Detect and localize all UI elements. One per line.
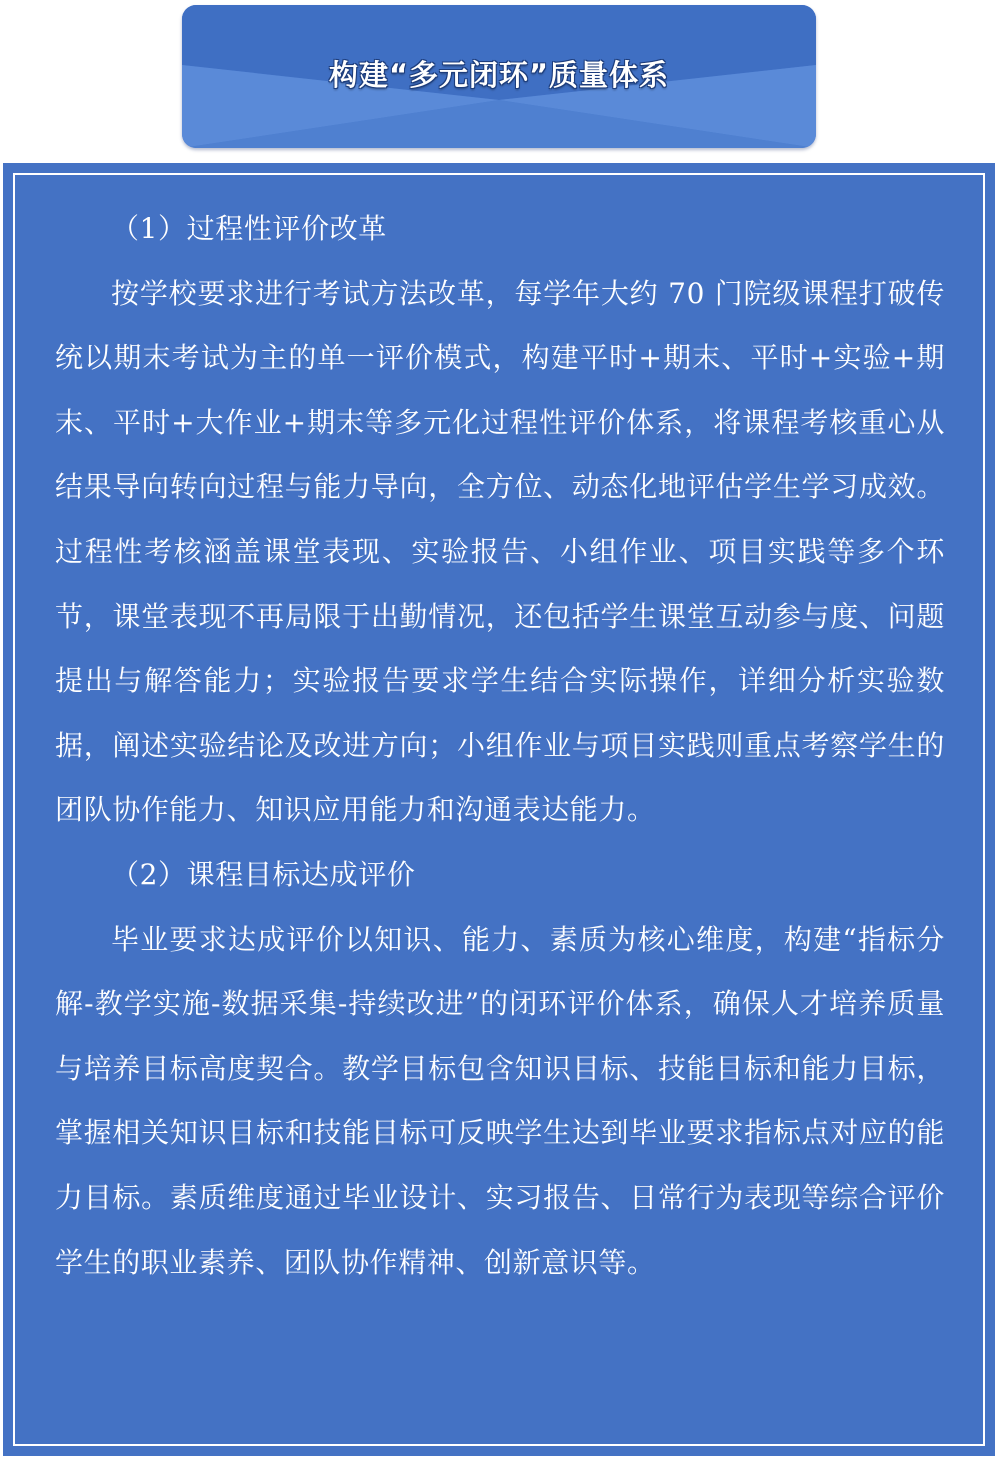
section-1-heading: （1）过程性评价改革 <box>111 212 387 245</box>
section-1-paragraph: 按学校要求进行考试方法改革，每学年大约 70 门院级课程打破传统以期末考试为主的单一评价模式，构建平时+期末、平时+实验+期末、平时+大作业+期末等多元化过程性评价体系，将课程考核重心从结果导向转向过程与能力导向，全方位、动态化地评估学生学习成效。过程性考核涵盖课堂表现、实验报告、小组作业、项目实践等多个环节，课堂表现不再局限于出勤情况，还包括学生课堂互动参与度、问题提出与解答能力；实验报告要求学生结合实际操作，详细分析实验数据，阐述实验结论及改进方向；小组作业与项目实践则重点考察学生的团队协作能力、知识应用能力和沟通表达能力。 <box>55 276 945 827</box>
article-body <box>55 197 945 1295</box>
section-2-heading: （2）课程目标达成评价 <box>111 857 416 891</box>
page-title: 构建“多元闭环”质量体系 <box>328 58 670 92</box>
section-2-paragraph: 毕业要求达成评价以知识、能力、素质为核心维度，构建“指标分解-教学实施-数据采集-持续改进”的闭环评价体系，确保人才培养质量与培养目标高度契合。教学目标包含知识目标、技能目标和能力目标，掌握相关知识目标和技能目标可反映学生达到毕业要求指标点对应的能力目标。素质维度通过毕业设计、实习报告、日常行为表现等综合评价学生的职业素养、团队协作精神、创新意识等。 <box>55 922 945 1279</box>
title-banner <box>182 5 816 148</box>
